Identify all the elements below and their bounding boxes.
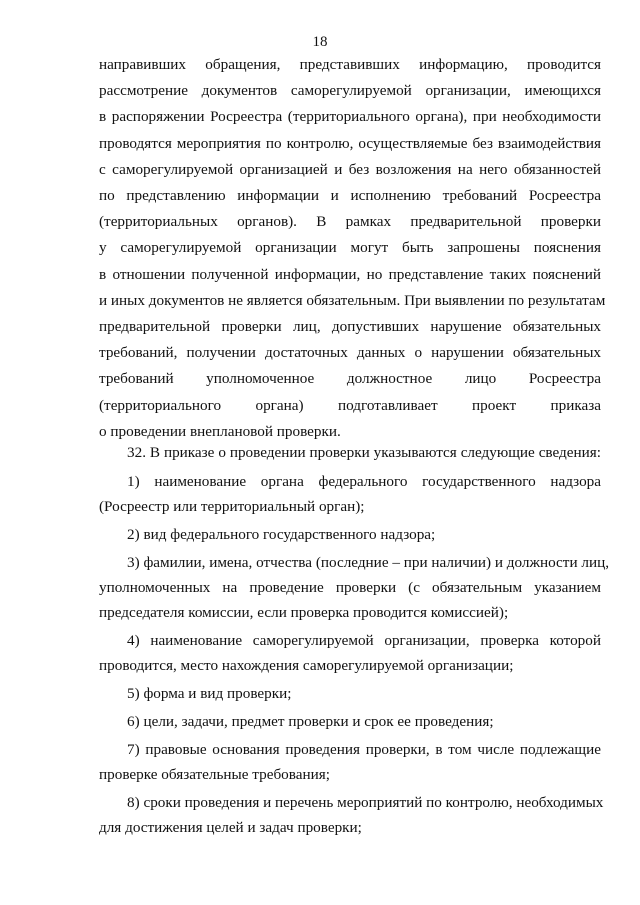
list-item-line: 3) фамилии, имена, отчества (последние – при наличии) и должности лиц,	[127, 554, 609, 571]
text-line: проводятся мероприятия по контролю, осуществляемые без взаимодействия	[99, 134, 601, 152]
list-item-line: председателя комиссии, если проверка проводится комиссией);	[99, 604, 509, 621]
text-line: в отношении полученной информации, но представление таких пояснений	[99, 265, 601, 283]
text-line: предварительной проверки лиц, допустивших нарушение обязательных	[99, 318, 601, 336]
section-heading	[99, 440, 601, 465]
section-32-heading: 32. В приказе о проведении проверки указываются следующие сведения:	[127, 444, 601, 461]
text-line: рассмотрение документов саморегулируемой организации, имеющихся	[99, 82, 601, 100]
text-line: о проведении внеплановой проверки.	[99, 422, 341, 440]
text-line: направивших обращения, представивших информацию, проводится	[99, 56, 601, 73]
list-item	[99, 790, 604, 840]
text-line: и иных документов не является обязательным. При выявлении по результатам	[99, 291, 606, 309]
text-line: (территориального органа) подготавливает проект приказа	[99, 396, 601, 414]
list-item-line: проводится, место нахождения саморегулируемой организации;	[99, 657, 514, 674]
section-32	[99, 440, 609, 840]
list-item-line: 8) сроки проведения и перечень мероприятий по контролю, необходимых	[127, 794, 604, 811]
text-line: у саморегулируемой организации могут быть запрошены пояснения	[99, 239, 601, 257]
text-line: по представлению информации и исполнению требований Росреестра	[99, 187, 601, 205]
list-item-line: уполномоченных на проведение проверки (с обязательным указанием	[99, 579, 601, 596]
list-item-line: 6) цели, задачи, предмет проверки и срок ее проведения;	[127, 713, 494, 730]
list-item	[99, 550, 609, 625]
intro-paragraph	[99, 52, 606, 445]
list-item-line: проверке обязательные требования;	[99, 766, 330, 783]
text-line: (территориальных органов). В рамках предварительной проверки	[99, 213, 601, 231]
list-item	[99, 628, 601, 678]
list-item	[99, 737, 601, 787]
list-item-line: 7) правовые основания проведения проверки, в том числе подлежащие	[127, 741, 601, 758]
list-item	[99, 469, 601, 519]
list-item	[99, 709, 601, 734]
list-item	[99, 522, 601, 547]
list-item-line: 5) форма и вид проверки;	[127, 685, 292, 702]
text-line: требований уполномоченное должностное лицо Росреестра	[99, 370, 601, 388]
list-item-line: для достижения целей и задач проверки;	[99, 819, 362, 836]
page-number: 18	[312, 34, 328, 50]
text-line: в распоряжении Росреестра (территориального органа), при необходимости	[99, 108, 601, 126]
list-item-line: 2) вид федерального государственного надзора;	[127, 526, 436, 543]
list-item-line: 1) наименование органа федерального государственного надзора	[127, 473, 601, 490]
text-line: с саморегулируемой организацией и без возложения на него обязанностей	[99, 160, 601, 178]
text-line: требований, получении достаточных данных о нарушении обязательных	[99, 344, 601, 362]
list-item-line: 4) наименование саморегулируемой организации, проверка которой	[127, 632, 601, 649]
list-item	[99, 681, 601, 706]
list-item-line: (Росреестр или территориальный орган);	[99, 498, 365, 515]
